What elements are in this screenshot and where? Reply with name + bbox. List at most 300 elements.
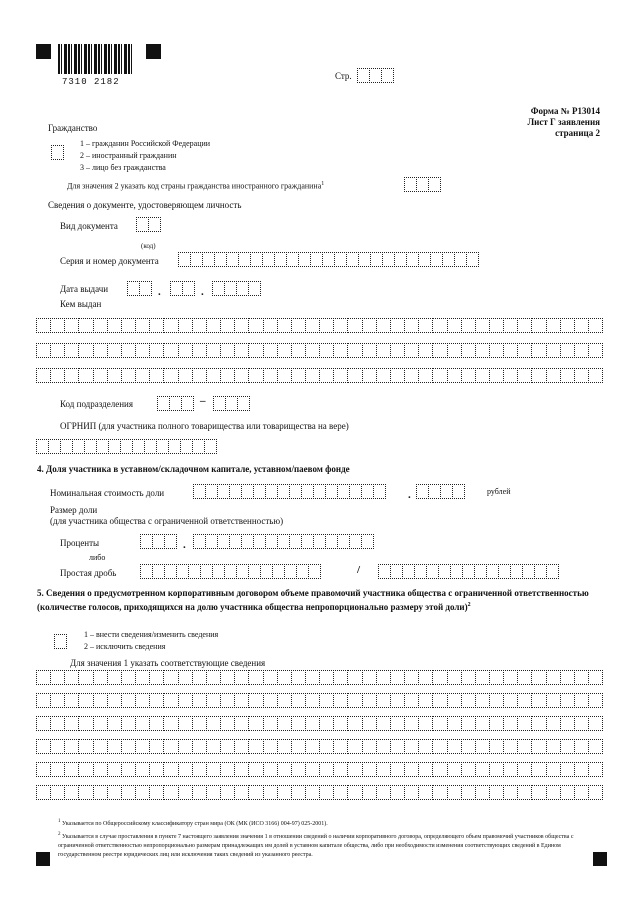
char-cell[interactable] bbox=[362, 785, 377, 800]
char-cell[interactable] bbox=[93, 343, 108, 358]
char-cell[interactable] bbox=[447, 318, 462, 333]
char-cell[interactable] bbox=[475, 762, 490, 777]
char-cell[interactable] bbox=[531, 739, 546, 754]
char-cell[interactable] bbox=[574, 343, 589, 358]
char-cell[interactable] bbox=[263, 670, 278, 685]
char-cell[interactable] bbox=[333, 739, 348, 754]
char-cell[interactable] bbox=[107, 785, 122, 800]
char-cell[interactable] bbox=[461, 785, 476, 800]
issued-by-row-1[interactable] bbox=[36, 318, 602, 333]
char-cell[interactable] bbox=[192, 693, 207, 708]
char-cell[interactable] bbox=[503, 343, 518, 358]
char-cell[interactable] bbox=[220, 670, 235, 685]
char-cell[interactable] bbox=[404, 343, 419, 358]
char-cell[interactable] bbox=[78, 670, 93, 685]
char-cell[interactable] bbox=[588, 318, 603, 333]
char-cell[interactable] bbox=[50, 785, 65, 800]
percent-int-field[interactable] bbox=[140, 534, 176, 549]
char-cell[interactable] bbox=[178, 368, 193, 383]
char-cell[interactable] bbox=[376, 368, 391, 383]
char-cell[interactable] bbox=[220, 762, 235, 777]
char-cell[interactable] bbox=[333, 318, 348, 333]
char-cell[interactable] bbox=[234, 762, 249, 777]
char-cell[interactable] bbox=[135, 785, 150, 800]
char-cell[interactable] bbox=[347, 318, 362, 333]
char-cell[interactable] bbox=[93, 739, 108, 754]
char-cell[interactable] bbox=[277, 762, 292, 777]
char-cell[interactable] bbox=[248, 693, 263, 708]
char-cell[interactable] bbox=[489, 368, 504, 383]
char-cell[interactable] bbox=[461, 368, 476, 383]
char-cell[interactable] bbox=[248, 716, 263, 731]
char-cell[interactable] bbox=[93, 318, 108, 333]
char-cell[interactable] bbox=[121, 716, 136, 731]
char-cell[interactable] bbox=[319, 762, 334, 777]
char-cell[interactable] bbox=[475, 716, 490, 731]
char-cell[interactable] bbox=[93, 368, 108, 383]
char-cell[interactable] bbox=[178, 785, 193, 800]
char-cell[interactable] bbox=[149, 693, 164, 708]
char-cell[interactable] bbox=[36, 785, 51, 800]
char-cell[interactable] bbox=[574, 318, 589, 333]
dept-code-part-2[interactable] bbox=[213, 396, 249, 411]
char-cell[interactable] bbox=[418, 693, 433, 708]
char-cell[interactable] bbox=[362, 739, 377, 754]
char-cell[interactable] bbox=[574, 762, 589, 777]
char-cell[interactable] bbox=[305, 739, 320, 754]
char-cell[interactable] bbox=[135, 762, 150, 777]
char-cell[interactable] bbox=[489, 318, 504, 333]
char-cell[interactable] bbox=[461, 762, 476, 777]
char-cell[interactable] bbox=[531, 716, 546, 731]
char-cell[interactable] bbox=[163, 670, 178, 685]
char-cell[interactable] bbox=[503, 762, 518, 777]
char-cell[interactable] bbox=[319, 670, 334, 685]
char-cell[interactable] bbox=[36, 693, 51, 708]
char-cell[interactable] bbox=[574, 670, 589, 685]
char-cell[interactable] bbox=[517, 368, 532, 383]
char-cell[interactable] bbox=[149, 762, 164, 777]
char-cell[interactable] bbox=[560, 762, 575, 777]
char-cell[interactable] bbox=[447, 343, 462, 358]
char-cell[interactable] bbox=[78, 368, 93, 383]
char-cell[interactable] bbox=[432, 368, 447, 383]
section5-row-1[interactable] bbox=[36, 670, 602, 685]
char-cell[interactable] bbox=[178, 318, 193, 333]
issue-month-field[interactable] bbox=[170, 281, 194, 296]
char-cell[interactable] bbox=[206, 318, 221, 333]
char-cell[interactable] bbox=[178, 343, 193, 358]
nominal-kopecks-field[interactable] bbox=[416, 484, 464, 499]
char-cell[interactable] bbox=[418, 716, 433, 731]
char-cell[interactable] bbox=[560, 343, 575, 358]
section5-row-3[interactable] bbox=[36, 716, 602, 731]
char-cell[interactable] bbox=[531, 785, 546, 800]
char-cell[interactable] bbox=[475, 739, 490, 754]
char-cell[interactable] bbox=[206, 343, 221, 358]
char-cell[interactable] bbox=[319, 693, 334, 708]
char-cell[interactable] bbox=[50, 318, 65, 333]
char-cell[interactable] bbox=[376, 716, 391, 731]
char-cell[interactable] bbox=[475, 670, 490, 685]
dept-code-part-1[interactable] bbox=[157, 396, 193, 411]
char-cell[interactable] bbox=[489, 716, 504, 731]
char-cell[interactable] bbox=[192, 318, 207, 333]
char-cell[interactable] bbox=[263, 716, 278, 731]
char-cell[interactable] bbox=[333, 670, 348, 685]
char-cell[interactable] bbox=[234, 716, 249, 731]
char-cell[interactable] bbox=[517, 693, 532, 708]
char-cell[interactable] bbox=[503, 693, 518, 708]
char-cell[interactable] bbox=[277, 739, 292, 754]
char-cell[interactable] bbox=[418, 670, 433, 685]
char-cell[interactable] bbox=[503, 785, 518, 800]
fraction-numerator-field[interactable] bbox=[140, 564, 320, 579]
char-cell[interactable] bbox=[135, 670, 150, 685]
char-cell[interactable] bbox=[220, 343, 235, 358]
char-cell[interactable] bbox=[489, 343, 504, 358]
char-cell[interactable] bbox=[503, 716, 518, 731]
char-cell[interactable] bbox=[319, 368, 334, 383]
char-cell[interactable] bbox=[36, 670, 51, 685]
char-cell[interactable] bbox=[503, 739, 518, 754]
char-cell[interactable] bbox=[574, 693, 589, 708]
char-cell[interactable] bbox=[418, 343, 433, 358]
char-cell[interactable] bbox=[93, 785, 108, 800]
char-cell[interactable] bbox=[560, 368, 575, 383]
char-cell[interactable] bbox=[574, 716, 589, 731]
char-cell[interactable] bbox=[36, 762, 51, 777]
char-cell[interactable] bbox=[531, 693, 546, 708]
char-cell[interactable] bbox=[347, 785, 362, 800]
char-cell[interactable] bbox=[135, 716, 150, 731]
char-cell[interactable] bbox=[447, 785, 462, 800]
char-cell[interactable] bbox=[347, 739, 362, 754]
char-cell[interactable] bbox=[36, 318, 51, 333]
char-cell[interactable] bbox=[291, 368, 306, 383]
char-cell[interactable] bbox=[50, 693, 65, 708]
char-cell[interactable] bbox=[347, 343, 362, 358]
char-cell[interactable] bbox=[107, 716, 122, 731]
char-cell[interactable] bbox=[489, 670, 504, 685]
char-cell[interactable] bbox=[574, 785, 589, 800]
char-cell[interactable] bbox=[291, 670, 306, 685]
char-cell[interactable] bbox=[291, 693, 306, 708]
char-cell[interactable] bbox=[390, 343, 405, 358]
char-cell[interactable] bbox=[347, 716, 362, 731]
char-cell[interactable] bbox=[347, 368, 362, 383]
char-cell[interactable] bbox=[447, 739, 462, 754]
char-cell[interactable] bbox=[78, 762, 93, 777]
char-cell[interactable] bbox=[149, 318, 164, 333]
char-cell[interactable] bbox=[206, 785, 221, 800]
char-cell[interactable] bbox=[588, 716, 603, 731]
char-cell[interactable] bbox=[263, 739, 278, 754]
char-cell[interactable] bbox=[234, 318, 249, 333]
char-cell[interactable] bbox=[503, 318, 518, 333]
char-cell[interactable] bbox=[78, 318, 93, 333]
char-cell[interactable] bbox=[560, 670, 575, 685]
char-cell[interactable] bbox=[362, 670, 377, 685]
char-cell[interactable] bbox=[248, 368, 263, 383]
char-cell[interactable] bbox=[308, 564, 321, 579]
char-cell[interactable] bbox=[64, 368, 79, 383]
char-cell[interactable] bbox=[277, 716, 292, 731]
char-cell[interactable] bbox=[461, 318, 476, 333]
char-cell[interactable] bbox=[305, 785, 320, 800]
char-cell[interactable] bbox=[36, 716, 51, 731]
char-cell[interactable] bbox=[220, 739, 235, 754]
char-cell[interactable] bbox=[78, 785, 93, 800]
char-cell[interactable] bbox=[517, 762, 532, 777]
char-cell[interactable] bbox=[475, 693, 490, 708]
char-cell[interactable] bbox=[206, 670, 221, 685]
char-cell[interactable] bbox=[347, 670, 362, 685]
char-cell[interactable] bbox=[588, 368, 603, 383]
char-cell[interactable] bbox=[376, 785, 391, 800]
char-cell[interactable] bbox=[291, 762, 306, 777]
char-cell[interactable] bbox=[390, 368, 405, 383]
char-cell[interactable] bbox=[93, 762, 108, 777]
char-cell[interactable] bbox=[319, 716, 334, 731]
char-cell[interactable] bbox=[347, 762, 362, 777]
char-cell[interactable] bbox=[432, 785, 447, 800]
char-cell[interactable] bbox=[376, 670, 391, 685]
char-cell[interactable] bbox=[546, 693, 561, 708]
char-cell[interactable] bbox=[390, 785, 405, 800]
char-cell[interactable] bbox=[588, 739, 603, 754]
char-cell[interactable] bbox=[36, 739, 51, 754]
char-cell[interactable] bbox=[404, 762, 419, 777]
char-cell[interactable] bbox=[517, 318, 532, 333]
char-cell[interactable] bbox=[121, 318, 136, 333]
char-cell[interactable] bbox=[432, 318, 447, 333]
char-cell[interactable] bbox=[404, 670, 419, 685]
char-cell[interactable] bbox=[517, 343, 532, 358]
char-cell[interactable] bbox=[220, 716, 235, 731]
char-cell[interactable] bbox=[50, 762, 65, 777]
char-cell[interactable] bbox=[432, 670, 447, 685]
char-cell[interactable] bbox=[461, 343, 476, 358]
char-cell[interactable] bbox=[248, 318, 263, 333]
char-cell[interactable] bbox=[546, 716, 561, 731]
char-cell[interactable] bbox=[461, 693, 476, 708]
char-cell[interactable] bbox=[560, 739, 575, 754]
char-cell[interactable] bbox=[475, 318, 490, 333]
char-cell[interactable] bbox=[390, 739, 405, 754]
char-cell[interactable] bbox=[121, 670, 136, 685]
char-cell[interactable] bbox=[64, 670, 79, 685]
char-cell[interactable] bbox=[248, 762, 263, 777]
char-cell[interactable] bbox=[447, 716, 462, 731]
char-cell[interactable] bbox=[277, 368, 292, 383]
char-cell[interactable] bbox=[333, 343, 348, 358]
char-cell[interactable] bbox=[291, 343, 306, 358]
char-cell[interactable] bbox=[50, 739, 65, 754]
char-cell[interactable] bbox=[93, 716, 108, 731]
char-cell[interactable] bbox=[376, 739, 391, 754]
char-cell[interactable] bbox=[50, 716, 65, 731]
char-cell[interactable] bbox=[489, 785, 504, 800]
char-cell[interactable] bbox=[163, 716, 178, 731]
char-cell[interactable] bbox=[192, 739, 207, 754]
char-cell[interactable] bbox=[517, 670, 532, 685]
char-cell[interactable] bbox=[319, 343, 334, 358]
char-cell[interactable] bbox=[192, 368, 207, 383]
char-cell[interactable] bbox=[362, 762, 377, 777]
issued-by-row-2[interactable] bbox=[36, 343, 602, 358]
char-cell[interactable] bbox=[277, 318, 292, 333]
char-cell[interactable] bbox=[178, 739, 193, 754]
char-cell[interactable] bbox=[178, 762, 193, 777]
char-cell[interactable] bbox=[588, 693, 603, 708]
char-cell[interactable] bbox=[362, 343, 377, 358]
char-cell[interactable] bbox=[489, 693, 504, 708]
char-cell[interactable] bbox=[305, 670, 320, 685]
char-cell[interactable] bbox=[107, 318, 122, 333]
char-cell[interactable] bbox=[192, 670, 207, 685]
issued-by-row-3[interactable] bbox=[36, 368, 602, 383]
char-cell[interactable] bbox=[404, 318, 419, 333]
char-cell[interactable] bbox=[546, 368, 561, 383]
char-cell[interactable] bbox=[277, 670, 292, 685]
char-cell[interactable] bbox=[234, 368, 249, 383]
char-cell[interactable] bbox=[277, 785, 292, 800]
char-cell[interactable] bbox=[588, 670, 603, 685]
char-cell[interactable] bbox=[319, 318, 334, 333]
char-cell[interactable] bbox=[163, 785, 178, 800]
char-cell[interactable] bbox=[135, 368, 150, 383]
char-cell[interactable] bbox=[347, 693, 362, 708]
char-cell[interactable] bbox=[531, 343, 546, 358]
char-cell[interactable] bbox=[121, 343, 136, 358]
char-cell[interactable] bbox=[447, 762, 462, 777]
char-cell[interactable] bbox=[418, 762, 433, 777]
char-cell[interactable] bbox=[64, 762, 79, 777]
char-cell[interactable] bbox=[362, 318, 377, 333]
char-cell[interactable] bbox=[376, 693, 391, 708]
char-cell[interactable] bbox=[362, 368, 377, 383]
char-cell[interactable] bbox=[546, 318, 561, 333]
char-cell[interactable] bbox=[220, 693, 235, 708]
char-cell[interactable] bbox=[373, 484, 386, 499]
char-cell[interactable] bbox=[263, 762, 278, 777]
char-cell[interactable] bbox=[78, 343, 93, 358]
char-cell[interactable] bbox=[560, 716, 575, 731]
char-cell[interactable] bbox=[93, 670, 108, 685]
char-cell[interactable] bbox=[220, 785, 235, 800]
char-cell[interactable] bbox=[163, 343, 178, 358]
char-cell[interactable] bbox=[376, 318, 391, 333]
char-cell[interactable] bbox=[234, 693, 249, 708]
country-code-field[interactable] bbox=[404, 177, 440, 192]
char-cell[interactable] bbox=[149, 670, 164, 685]
char-cell[interactable] bbox=[78, 716, 93, 731]
nominal-rubles-field[interactable] bbox=[193, 484, 385, 499]
char-cell[interactable] bbox=[517, 739, 532, 754]
char-cell[interactable] bbox=[50, 670, 65, 685]
char-cell[interactable] bbox=[234, 739, 249, 754]
char-cell[interactable] bbox=[531, 762, 546, 777]
char-cell[interactable] bbox=[263, 693, 278, 708]
char-cell[interactable] bbox=[390, 670, 405, 685]
char-cell[interactable] bbox=[277, 343, 292, 358]
section5-code-field[interactable] bbox=[54, 634, 66, 649]
section5-row-4[interactable] bbox=[36, 739, 602, 754]
char-cell[interactable] bbox=[36, 368, 51, 383]
char-cell[interactable] bbox=[192, 762, 207, 777]
char-cell[interactable] bbox=[333, 368, 348, 383]
char-cell[interactable] bbox=[135, 343, 150, 358]
char-cell[interactable] bbox=[466, 252, 479, 267]
char-cell[interactable] bbox=[333, 762, 348, 777]
char-cell[interactable] bbox=[163, 368, 178, 383]
page-number-field[interactable] bbox=[357, 68, 393, 83]
char-cell[interactable] bbox=[319, 739, 334, 754]
char-cell[interactable] bbox=[461, 670, 476, 685]
char-cell[interactable] bbox=[404, 693, 419, 708]
char-cell[interactable] bbox=[149, 785, 164, 800]
char-cell[interactable] bbox=[206, 693, 221, 708]
char-cell[interactable] bbox=[404, 739, 419, 754]
char-cell[interactable] bbox=[517, 716, 532, 731]
char-cell[interactable] bbox=[64, 318, 79, 333]
char-cell[interactable] bbox=[305, 762, 320, 777]
char-cell[interactable] bbox=[163, 739, 178, 754]
char-cell[interactable] bbox=[390, 716, 405, 731]
char-cell[interactable] bbox=[362, 693, 377, 708]
char-cell[interactable] bbox=[234, 670, 249, 685]
char-cell[interactable] bbox=[447, 368, 462, 383]
char-cell[interactable] bbox=[64, 716, 79, 731]
char-cell[interactable] bbox=[107, 739, 122, 754]
char-cell[interactable] bbox=[248, 785, 263, 800]
char-cell[interactable] bbox=[121, 739, 136, 754]
char-cell[interactable] bbox=[206, 716, 221, 731]
section5-row-6[interactable] bbox=[36, 785, 602, 800]
char-cell[interactable] bbox=[64, 739, 79, 754]
fraction-denominator-field[interactable] bbox=[378, 564, 558, 579]
char-cell[interactable] bbox=[376, 762, 391, 777]
char-cell[interactable] bbox=[560, 785, 575, 800]
char-cell[interactable] bbox=[121, 762, 136, 777]
char-cell[interactable] bbox=[192, 785, 207, 800]
series-number-field[interactable] bbox=[178, 252, 478, 267]
char-cell[interactable] bbox=[206, 762, 221, 777]
char-cell[interactable] bbox=[277, 693, 292, 708]
char-cell[interactable] bbox=[517, 785, 532, 800]
char-cell[interactable] bbox=[333, 716, 348, 731]
char-cell[interactable] bbox=[220, 368, 235, 383]
char-cell[interactable] bbox=[432, 716, 447, 731]
char-cell[interactable] bbox=[291, 785, 306, 800]
char-cell[interactable] bbox=[206, 368, 221, 383]
char-cell[interactable] bbox=[107, 368, 122, 383]
char-cell[interactable] bbox=[546, 564, 559, 579]
char-cell[interactable] bbox=[531, 670, 546, 685]
issue-year-field[interactable] bbox=[212, 281, 260, 296]
char-cell[interactable] bbox=[588, 785, 603, 800]
char-cell[interactable] bbox=[319, 785, 334, 800]
char-cell[interactable] bbox=[234, 785, 249, 800]
char-cell[interactable] bbox=[305, 343, 320, 358]
char-cell[interactable] bbox=[234, 343, 249, 358]
char-cell[interactable] bbox=[418, 739, 433, 754]
char-cell[interactable] bbox=[432, 739, 447, 754]
char-cell[interactable] bbox=[588, 762, 603, 777]
char-cell[interactable] bbox=[163, 693, 178, 708]
char-cell[interactable] bbox=[390, 318, 405, 333]
